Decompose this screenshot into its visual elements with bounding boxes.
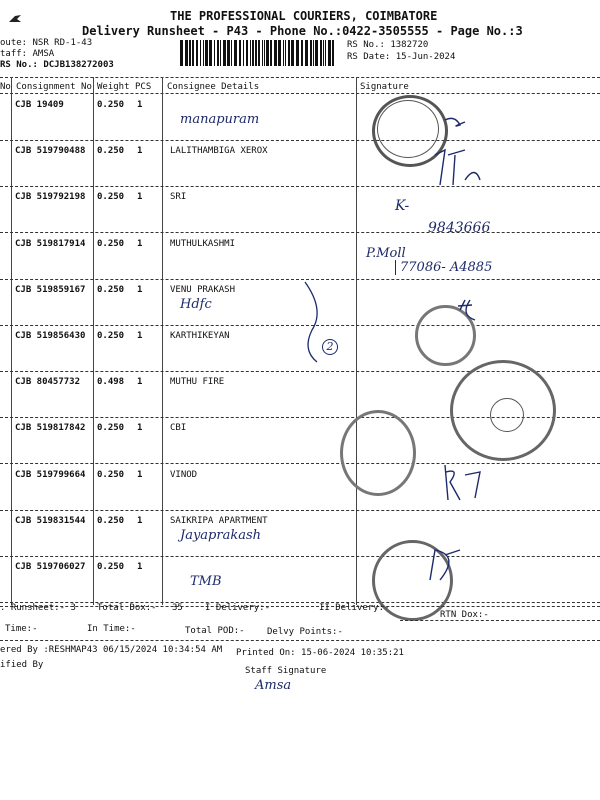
consignment-no: CJB 519790488 bbox=[15, 146, 86, 156]
staff-signature-hand: Amsa bbox=[255, 678, 292, 693]
summary-total-dox-value: 35 bbox=[172, 603, 183, 613]
col-pcs: PCS bbox=[135, 82, 152, 92]
rs-no-left: RS No.: DCJB138272003 bbox=[0, 60, 114, 70]
hand-pmoll: P.Moll bbox=[366, 246, 406, 261]
consignee: KARTHIKEYAN bbox=[170, 331, 230, 341]
consignee-handwriting: manapuram bbox=[180, 112, 260, 127]
consignment-no: CJB 519792198 bbox=[15, 192, 86, 202]
consignment-no: CJB 519817914 bbox=[15, 239, 86, 249]
hand-k: K- bbox=[395, 198, 410, 214]
signature-marks bbox=[420, 110, 600, 610]
summary-ii-delivery: II Delivery:- bbox=[319, 603, 390, 613]
weight: 0.250 bbox=[97, 562, 125, 572]
weight: 0.250 bbox=[97, 100, 125, 110]
weight: 0.250 bbox=[97, 516, 125, 526]
weight: 0.250 bbox=[97, 285, 125, 295]
company-title: THE PROFESSIONAL COURIERS, COIMBATORE bbox=[170, 9, 438, 23]
weight: 0.250 bbox=[97, 470, 125, 480]
col-signature: Signature bbox=[360, 82, 409, 92]
col-consignee: Consignee Details bbox=[167, 82, 260, 92]
hand-number-box: 77086- A4885 bbox=[395, 260, 492, 275]
weight: 0.250 bbox=[97, 423, 125, 433]
summary-total-dox: Total Dox:- bbox=[97, 603, 157, 613]
consignment-no: CJB 519856430 bbox=[15, 331, 86, 341]
summary-printed-on: Printed On: 15-06-2024 10:35:21 bbox=[236, 648, 404, 658]
hand-phone: 9843666 bbox=[428, 220, 491, 236]
consignee: LALITHAMBIGA XEROX bbox=[170, 146, 268, 156]
consignee: MUTHULKASHMI bbox=[170, 239, 236, 249]
barcode bbox=[180, 40, 338, 66]
rs-no-right: RS No.: 1382720 bbox=[347, 40, 429, 50]
pcs: 1 bbox=[137, 516, 143, 526]
summary-rtn-dox: RTN Dox:- bbox=[440, 610, 489, 620]
pcs: 1 bbox=[137, 423, 143, 433]
pcs: 1 bbox=[137, 470, 143, 480]
summary-i-delivery: I Delivery:- bbox=[205, 603, 271, 613]
pcs: 1 bbox=[137, 562, 143, 572]
weight: 0.250 bbox=[97, 239, 125, 249]
hand-circle-2: 2 bbox=[322, 339, 338, 355]
consignment-no: CJB 19409 bbox=[15, 100, 64, 110]
consignee-handwriting: Hdfc bbox=[180, 297, 212, 312]
pcs: 1 bbox=[137, 146, 143, 156]
summary-verified-by: ified By bbox=[0, 660, 44, 670]
hand-bracket bbox=[297, 280, 327, 365]
pcs: 1 bbox=[137, 100, 143, 110]
bird-logo-icon bbox=[8, 14, 22, 24]
summary-out-time: Time:- bbox=[5, 624, 38, 634]
consignee: CBI bbox=[170, 423, 187, 433]
pcs: 1 bbox=[137, 377, 143, 387]
summary-delvy-points: Delvy Points:- bbox=[267, 627, 343, 637]
summary-total-pod: Total POD:- bbox=[185, 626, 245, 636]
consignment-no: CJB 519817842 bbox=[15, 423, 86, 433]
pcs: 1 bbox=[137, 192, 143, 202]
consignee: SRI bbox=[170, 192, 187, 202]
consignment-no: CJB 519799664 bbox=[15, 470, 86, 480]
consignee: MUTHU FIRE bbox=[170, 377, 225, 387]
col-no: No bbox=[0, 82, 11, 92]
stamp-central-bank bbox=[340, 410, 416, 496]
col-consignment: Consignment No bbox=[16, 82, 92, 92]
pcs: 1 bbox=[137, 239, 143, 249]
pcs: 1 bbox=[137, 331, 143, 341]
summary-in-time: In Time:- bbox=[87, 624, 136, 634]
runsheet-title: Delivery Runsheet - P43 - Phone No.:0422-3505555 - Page No.:3 bbox=[82, 24, 523, 38]
staff-signature-label: Staff Signature bbox=[245, 666, 327, 676]
consignment-no: CJB 80457732 bbox=[15, 377, 81, 387]
weight: 0.250 bbox=[97, 331, 125, 341]
consignment-no: CJB 519831544 bbox=[15, 516, 86, 526]
weight: 0.498 bbox=[97, 377, 125, 387]
weight: 0.250 bbox=[97, 192, 125, 202]
consignment-no: CJB 519859167 bbox=[15, 285, 86, 295]
col-weight: Weight bbox=[97, 82, 130, 92]
rs-date: RS Date: 15-Jun-2024 bbox=[347, 52, 456, 62]
weight: 0.250 bbox=[97, 146, 125, 156]
consignee-handwriting: TMB bbox=[190, 574, 222, 589]
route-label: oute: NSR RD-1-43 bbox=[0, 38, 93, 48]
summary-entered-by: ered By :RESHMAP43 06/15/2024 10:34:54 AM bbox=[0, 645, 223, 655]
consignee: VENU PRAKASH bbox=[170, 285, 236, 295]
consignee: VINOD bbox=[170, 470, 198, 480]
consignee-handwriting: Jayaprakash bbox=[180, 528, 262, 543]
pcs: 1 bbox=[137, 285, 143, 295]
summary-runsheet: . Runsheet:- 3 bbox=[0, 603, 76, 613]
staff-label: taff: AMSA bbox=[0, 49, 55, 59]
consignment-no: CJB 519706027 bbox=[15, 562, 86, 572]
consignee: SAIKRIPA APARTMENT bbox=[170, 516, 268, 526]
